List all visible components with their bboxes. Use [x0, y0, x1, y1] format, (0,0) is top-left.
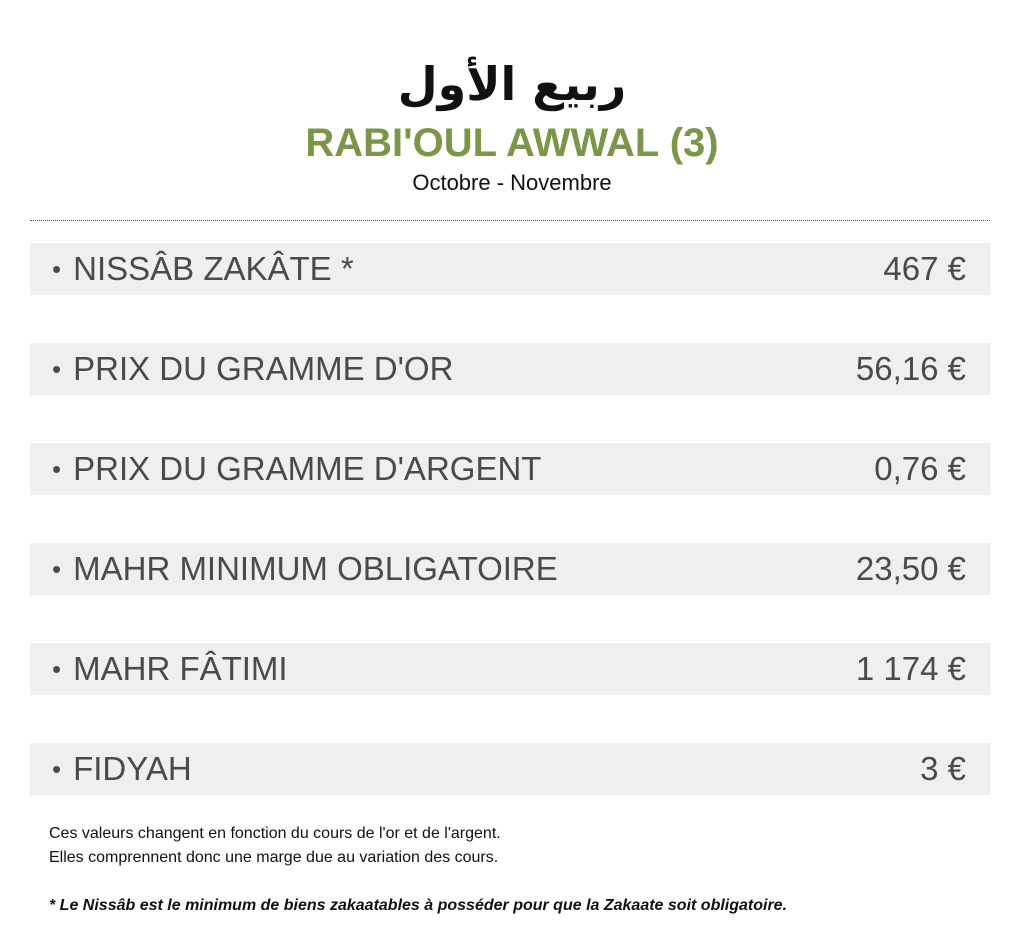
- row-value: 3 €: [920, 750, 966, 787]
- row-label-wrap: [52, 450, 541, 488]
- page-subtitle: Octobre - Novembre: [412, 170, 612, 195]
- row-value: 1 174 €: [855, 650, 966, 687]
- row-fidyah: [30, 743, 990, 795]
- row-label-wrap: [52, 550, 558, 588]
- info-note: [49, 822, 501, 870]
- row-nissab-zakate: [30, 243, 990, 295]
- bullet-icon: •: [52, 453, 62, 484]
- row-label: MAHR MINIMUM OBLIGATOIRE: [73, 550, 558, 587]
- dotted-divider: [30, 220, 990, 221]
- row-mahr-minimum: [30, 543, 990, 595]
- row-label: MAHR FÂTIMI: [73, 650, 288, 687]
- row-value: 23,50 €: [855, 550, 966, 587]
- row-label: PRIX DU GRAMME D'OR: [73, 350, 454, 387]
- bullet-icon: •: [52, 353, 62, 384]
- row-label: NISSÂB ZAKÂTE *: [73, 250, 354, 287]
- page-title: RABI'OUL AWWAL (3): [305, 121, 719, 165]
- row-label-wrap: [52, 750, 192, 788]
- row-label-wrap: [52, 250, 354, 288]
- values-list: [30, 243, 990, 843]
- row-label-wrap: [52, 650, 288, 688]
- row-label-wrap: [52, 350, 453, 388]
- row-label: FIDYAH: [73, 750, 192, 787]
- bullet-icon: •: [52, 653, 62, 684]
- bullet-icon: •: [52, 253, 62, 284]
- info-note-line: Ces valeurs changent en fonction du cours de l'or et de l'argent.: [49, 825, 501, 842]
- row-value: 0,76 €: [874, 450, 966, 487]
- info-note-line: Elles comprennent donc une marge due au variation des cours.: [49, 849, 499, 866]
- bullet-icon: •: [52, 753, 62, 784]
- row-mahr-fatimi: [30, 643, 990, 695]
- row-prix-gramme-or: [30, 343, 990, 395]
- row-value: 467 €: [883, 250, 966, 287]
- bullet-icon: •: [52, 553, 62, 584]
- nissab-footnote: * Le Nissâb est le minimum de biens zakaatables à posséder pour que la Zakaate soit obligatoire.: [49, 897, 788, 914]
- row-prix-gramme-argent: [30, 443, 990, 495]
- arabic-title: ربيع الأول: [397, 57, 627, 111]
- row-value: 56,16 €: [855, 350, 966, 387]
- row-label: PRIX DU GRAMME D'ARGENT: [73, 450, 542, 487]
